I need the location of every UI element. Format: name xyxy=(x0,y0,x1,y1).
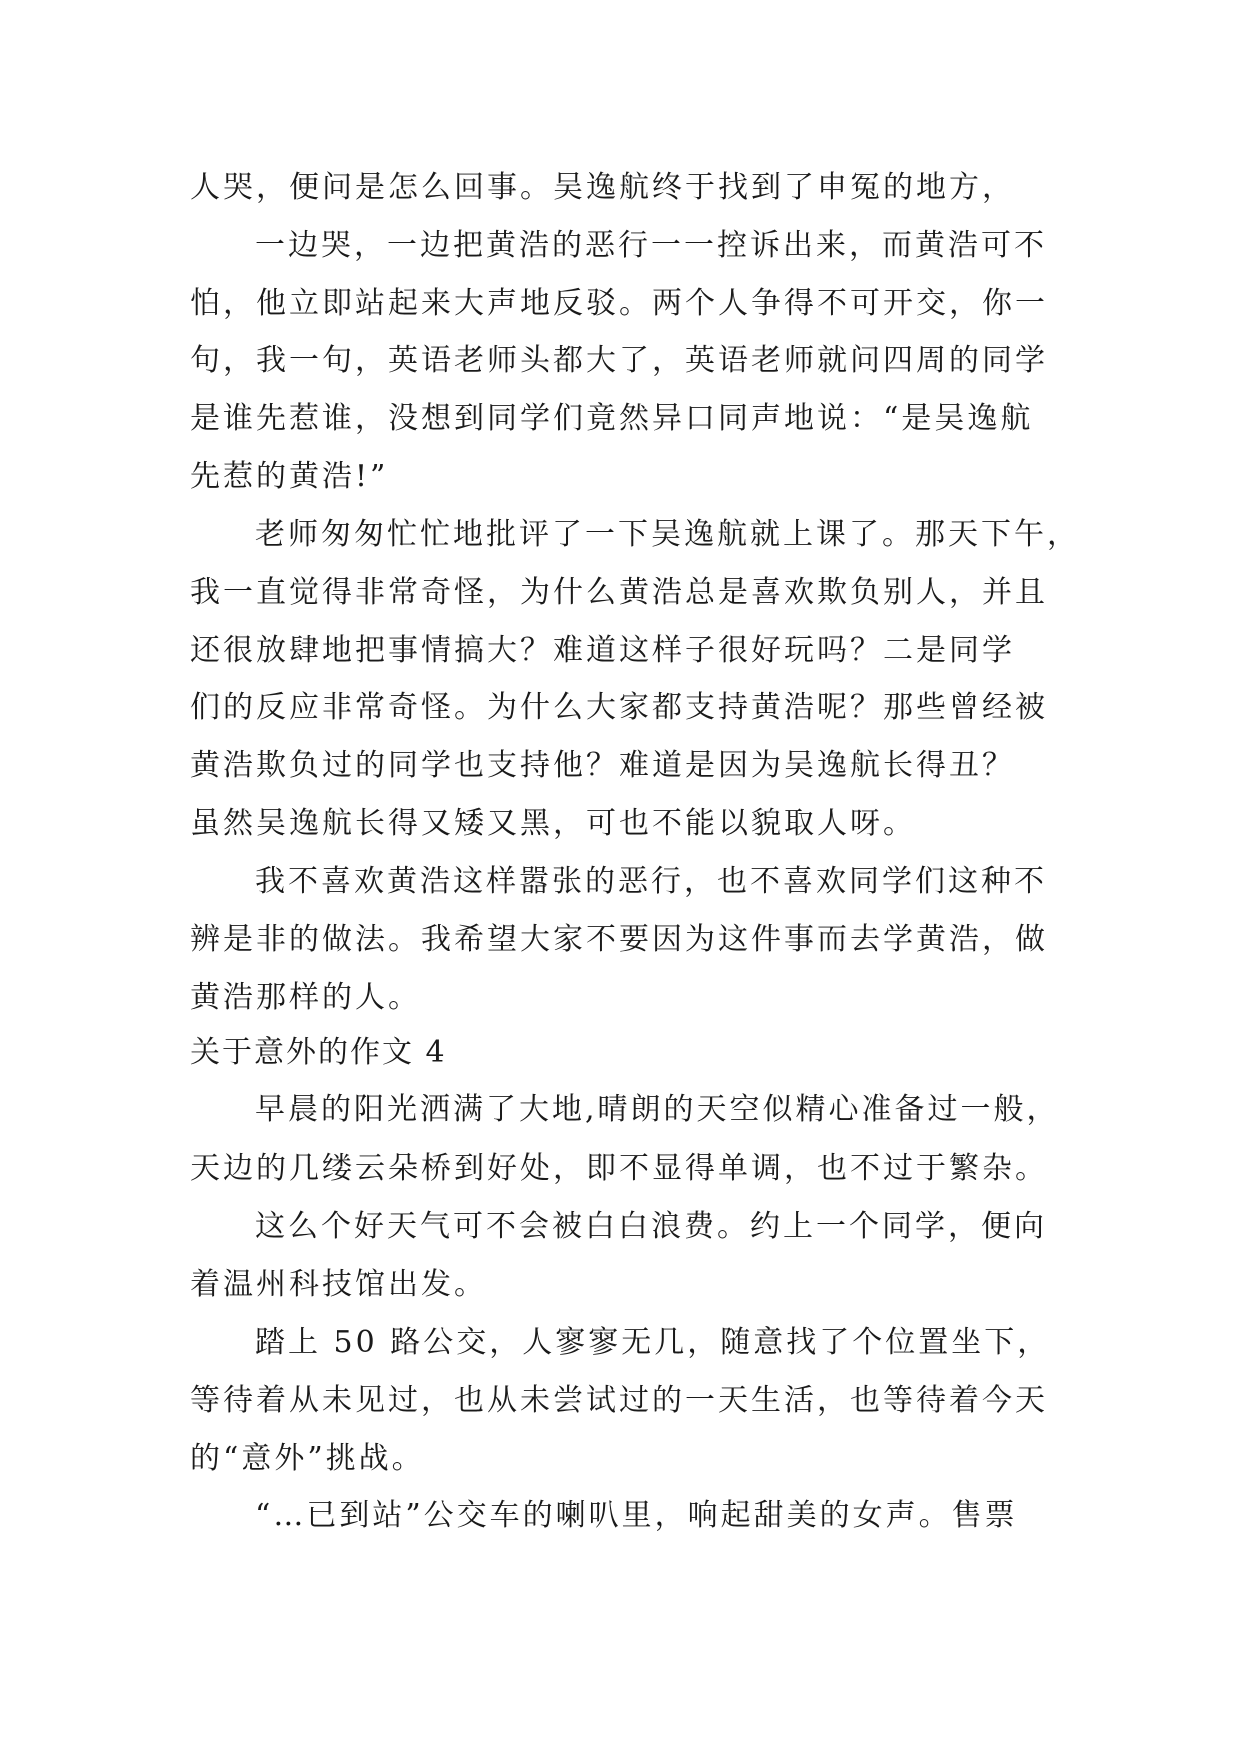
text-line: 一边哭，一边把黄浩的恶行一一控诉出来，而黄浩可不 xyxy=(255,228,1047,263)
text-line: 黄浩那样的人。 xyxy=(190,980,421,1015)
text-line: 我不喜欢黄浩这样嚣张的恶行，也不喜欢同学们这种不 xyxy=(255,864,1047,899)
text-line: 是谁先惹谁，没想到同学们竟然异口同声地说：“是吴逸航 xyxy=(190,401,1034,436)
text-line: 踏上 50 路公交，人寥寥无几，随意找了个位置坐下， xyxy=(255,1325,1051,1360)
text-line: 着温州科技馆出发。 xyxy=(190,1267,487,1302)
section-heading: 关于意外的作文 4 xyxy=(190,1035,447,1070)
text-line: 早晨的阳光洒满了大地,晴朗的天空似精心准备过一般， xyxy=(255,1092,1060,1127)
text-line: 句，我一句，英语老师头都大了，英语老师就问四周的同学 xyxy=(190,343,1048,378)
text-line: 我一直觉得非常奇怪，为什么黄浩总是喜欢欺负别人，并且 xyxy=(190,575,1048,610)
text-line: 虽然吴逸航长得又矮又黑，可也不能以貌取人呀。 xyxy=(190,806,916,841)
text-line: 人哭，便问是怎么回事。吴逸航终于找到了申冤的地方， xyxy=(190,170,1015,205)
text-line: 黄浩欺负过的同学也支持他？难道是因为吴逸航长得丑？ xyxy=(190,748,1015,783)
text-line: 这么个好天气可不会被白白浪费。约上一个同学，便向 xyxy=(255,1209,1047,1244)
text-line: 天边的几缕云朵桥到好处，即不显得单调，也不过于繁杂。 xyxy=(190,1151,1048,1186)
text-line: 等待着从未见过，也从未尝试过的一天生活，也等待着今天 xyxy=(190,1383,1048,1418)
text-line: 先惹的黄浩!” xyxy=(190,459,389,494)
text-line: 的“意外”挑战。 xyxy=(190,1441,425,1476)
text-line: 怕，他立即站起来大声地反驳。两个人争得不可开交，你一 xyxy=(190,286,1048,321)
text-line: 老师匆匆忙忙地批评了一下吴逸航就上课了。那天下午， xyxy=(255,517,1080,552)
text-line: 还很放肆地把事情搞大？难道这样子很好玩吗？二是同学 xyxy=(190,633,1015,668)
text-line: 们的反应非常奇怪。为什么大家都支持黄浩呢？那些曾经被 xyxy=(190,690,1048,725)
text-line: “…已到站”公交车的喇叭里，响起甜美的女声。售票 xyxy=(255,1498,1018,1533)
text-line: 辨是非的做法。我希望大家不要因为这件事而去学黄浩，做 xyxy=(190,922,1048,957)
